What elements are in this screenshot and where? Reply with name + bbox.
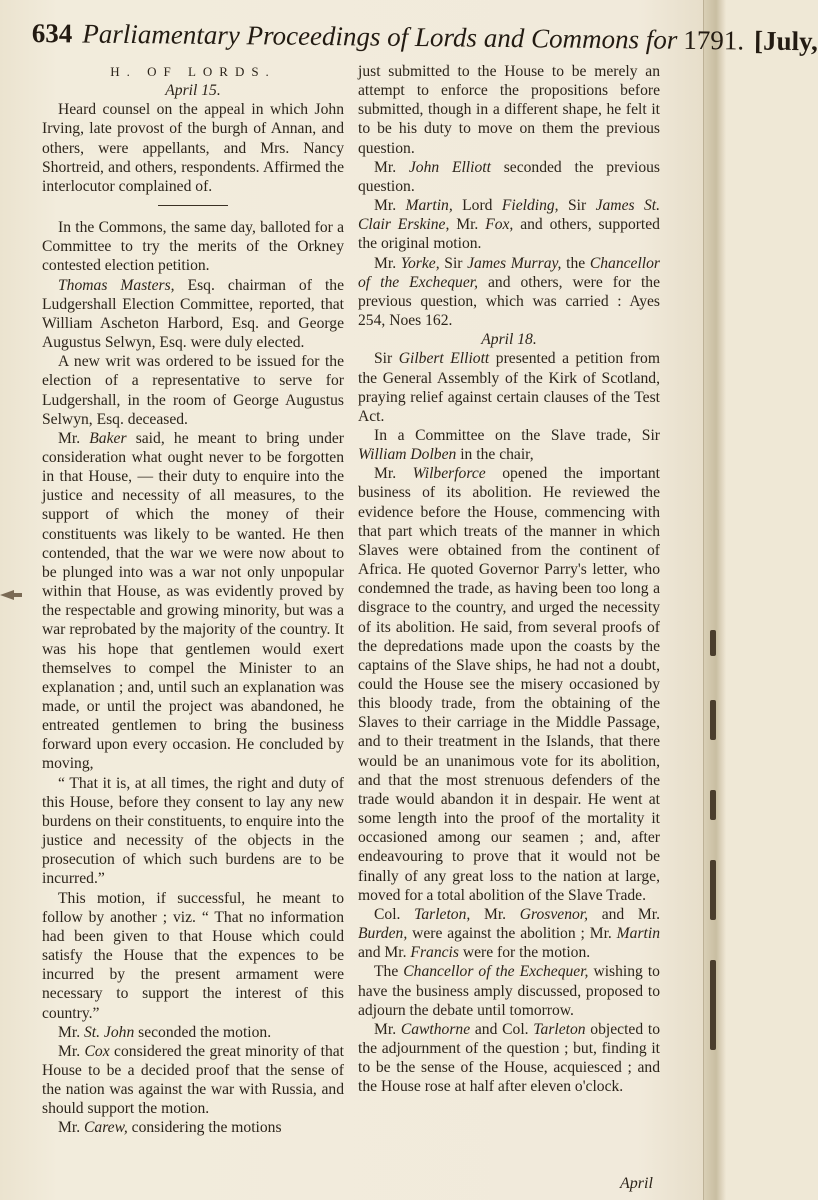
person-name: Wilberforce bbox=[412, 465, 486, 483]
paragraph-text: Lord bbox=[452, 197, 502, 215]
person-name: Grosvenor, bbox=[519, 905, 589, 923]
paragraph-text: Mr. bbox=[58, 429, 90, 447]
paragraph-text: Mr. bbox=[374, 254, 401, 272]
date-heading: April 18. bbox=[481, 331, 537, 349]
paragraph bbox=[358, 962, 660, 1019]
paragraph-text: Mr. bbox=[58, 1042, 85, 1060]
paragraph-text: opened the important business of its abolition. He reviewed the evidence before the House, commencing with that part which treats of the manner in which Slaves were obtained from the continent of Africa. He quoted Governor Parry's letter, who condemned the trade, as having been too long a disgrace to the country, and urged the necessity of its abolition. He said, from several proofs of the depredations made upon the coasts by the captains of the Slave ships, he had not a doubt, could the House see the misery occasioned by this bloody trade, from the obtaining of the Slaves to their carriage in the Middle Passage, and to their treatment in the Islands, that there would be an unanimous vote for its abolition, and that the most strenuous defenders of the trade would abandon it in despair. He went at some length into the proof of the mortality it occasioned among our seamen ; and, after endeavouring to prove that it would not be finally of any great loss to the nation at large, moved for a total abolition of the Slave Trade. bbox=[358, 465, 660, 904]
paragraph-text: Mr. bbox=[449, 216, 486, 234]
header-title: Parliamentary Proceedings of Lords and Commons for bbox=[82, 18, 678, 55]
paragraph bbox=[358, 158, 660, 196]
paragraph bbox=[42, 1118, 344, 1137]
person-name: Cox bbox=[84, 1042, 110, 1060]
person-name: Baker bbox=[89, 429, 127, 447]
date-heading: April 15. bbox=[165, 82, 221, 100]
paragraph-text: The bbox=[374, 963, 404, 981]
paragraph-text: and Mr. bbox=[358, 944, 411, 962]
person-name: William Dolben bbox=[358, 446, 457, 464]
person-name: Tarleton, bbox=[414, 905, 471, 923]
person-name: St. John bbox=[84, 1023, 135, 1041]
header-year: 1791. bbox=[683, 24, 745, 56]
person-name: Burden, bbox=[358, 925, 408, 943]
person-name: Francis bbox=[410, 944, 459, 962]
paragraph: A new writ was ordered to be issued for the election of a representative to serve for Ludgershall, in the room of George Augustus Selwyn, Esq. deceased. bbox=[42, 353, 344, 428]
paragraph: This motion, if successful, he meant to follow by another ; viz. “ That no information had been given to that House which could satisfy the House that the expences to be incurred by the present armament were necessary to support the interest of this country.” bbox=[42, 889, 344, 1022]
paragraph-text: said, he meant to bring under consideration what ought never to be forgotten in that House, — their duty to enquire into the justice and necessity of all measures, to the support of which the money of their constituents was likely to be wanted. He then contended, that the war we were now about to be plunged into was a war not only unpopular within that House, as was evidently proved by the respectable and growing minority, but was a war reprobated by the majority of the country. It was his hope that gentlemen would exert themselves to compel the Minister to an explanation ; and, until such an explanation was made, or until the project was abandoned, he entreated gentlemen to bring the business forward upon every occasion. He concluded by moving, bbox=[42, 429, 344, 773]
person-name: Fielding, bbox=[501, 197, 559, 215]
paragraph-text: in the chair, bbox=[456, 446, 534, 464]
paragraph: just submitted to the House to be merely an attempt to enforce the propositions before submitted, though in a different shape, he felt it to be his duty to move on them the previous question. bbox=[358, 63, 660, 157]
person-name: Martin, bbox=[405, 197, 453, 215]
edge-ink-mark bbox=[710, 860, 716, 920]
person-name: Chancellor of the Exchequer, bbox=[403, 963, 589, 981]
section-divider bbox=[158, 205, 228, 206]
person-name: James Murray, bbox=[467, 254, 562, 272]
paragraph-text: Mr. bbox=[374, 197, 406, 215]
person-name: Thomas Masters, bbox=[58, 276, 175, 294]
edge-ink-mark bbox=[710, 700, 716, 740]
paragraph-text: and others, were for the previous question, which was carried : Ayes 254, Noes 162. bbox=[358, 273, 660, 330]
paragraph bbox=[358, 1020, 660, 1097]
person-name: Cawthorne bbox=[400, 1020, 471, 1038]
paragraph bbox=[358, 196, 660, 253]
page-number: 634 bbox=[31, 18, 73, 49]
paragraph-text: considering the motions bbox=[127, 1119, 282, 1137]
edge-ink-mark bbox=[710, 960, 716, 1050]
person-name: Gilbert Elliott bbox=[398, 350, 490, 368]
person-name: Martin bbox=[616, 925, 660, 943]
paragraph: In the Commons, the same day, balloted for a Committee to try the merits of the Orkney contested election petition. bbox=[42, 219, 344, 275]
person-name: Tarleton bbox=[533, 1020, 586, 1038]
paragraph-text: seconded the previous question. bbox=[358, 158, 661, 195]
paragraph-text: and others, supported the original motion. bbox=[358, 216, 660, 253]
paragraph-text: Mr. bbox=[470, 905, 520, 923]
paragraph-text: the bbox=[561, 254, 590, 272]
edge-ink-mark bbox=[710, 630, 716, 656]
paragraph-text: Col. bbox=[374, 905, 415, 923]
person-name: Chancellor of the Exchequer, bbox=[358, 254, 660, 291]
paragraph bbox=[358, 464, 660, 905]
paragraph-text: Mr. bbox=[58, 1023, 84, 1041]
paragraph bbox=[358, 905, 660, 962]
paragraph-text: Sir bbox=[439, 254, 468, 272]
paragraph bbox=[42, 1042, 344, 1119]
paragraph bbox=[42, 429, 344, 774]
paragraph-text: Mr. bbox=[58, 1119, 84, 1137]
person-name: Fox, bbox=[485, 216, 514, 234]
paragraph bbox=[358, 349, 660, 426]
paragraph-text: Mr. bbox=[374, 158, 409, 176]
header-month: [July, bbox=[753, 25, 818, 57]
paragraph bbox=[358, 254, 660, 331]
paragraph-text: In a Committee on the Slave trade, Sir bbox=[374, 426, 660, 444]
person-name: John Elliott bbox=[408, 158, 491, 176]
paragraph-text: objected to the adjournment of the question ; but, finding it to be the sense of the House, acquiesced ; and the House rose at half after eleven o'clock. bbox=[358, 1020, 660, 1096]
paragraph bbox=[358, 426, 660, 464]
paragraph-text: were for the motion. bbox=[458, 944, 591, 962]
person-name: Yorke, bbox=[400, 254, 440, 272]
paragraph-text: Sir bbox=[374, 350, 399, 368]
paragraph: Heard counsel on the appeal in which John Irving, late provost of the burgh of Annan, and others, were appellants, and Mrs. Nancy Shortreid, and others, respondents. Affirmed the interlocutor complained of. bbox=[42, 101, 344, 195]
section-title: H. OF LORDS. bbox=[110, 64, 276, 79]
paragraph-text: and Col. bbox=[470, 1020, 534, 1038]
paragraph-text: considered the great minority of that House to be a decided proof that the sense of the nation was against the war with Russia, and should support the motion. bbox=[42, 1042, 344, 1118]
paragraph-text: Esq. chairman of the Ludgershall Election Committee, reported, that William Ascheton Harbord, Esq. and George Augustus Selwyn, Esq. were duly elected. bbox=[42, 276, 344, 352]
paragraph-text: seconded the motion. bbox=[134, 1023, 272, 1041]
person-name: James St. Clair Erskine, bbox=[358, 197, 660, 234]
paragraph bbox=[42, 276, 344, 353]
running-header bbox=[31, 18, 818, 65]
paragraph-text: and Mr. bbox=[588, 905, 660, 923]
paragraph-text: Mr. bbox=[374, 465, 413, 483]
paragraph-text: wishing to have the business amply discussed, proposed to adjourn the debate until tomorrow. bbox=[358, 963, 660, 1019]
paragraph-text: Sir bbox=[558, 197, 596, 215]
margin-arrow-icon bbox=[0, 588, 22, 602]
quoted-motion: “ That it is, at all times, the right and duty of this House, before they consent to lay any new burdens on their constituents, to enquire into the justice and necessity of the objects in the prosecution of which such burdens are to be incurred.” bbox=[42, 774, 344, 888]
left-column bbox=[42, 62, 344, 1194]
catchword: April bbox=[620, 1175, 653, 1192]
right-column bbox=[358, 62, 660, 1194]
paragraph bbox=[42, 1023, 344, 1042]
paragraph-text: Mr. bbox=[374, 1020, 401, 1038]
person-name: Carew, bbox=[84, 1119, 128, 1137]
edge-ink-mark bbox=[710, 790, 716, 820]
paragraph-text: were against the abolition ; Mr. bbox=[407, 925, 617, 943]
paragraph-text: presented a petition from the General Assembly of the Kirk of Scotland, praying relief against certain clauses of the Test Act. bbox=[358, 350, 660, 425]
